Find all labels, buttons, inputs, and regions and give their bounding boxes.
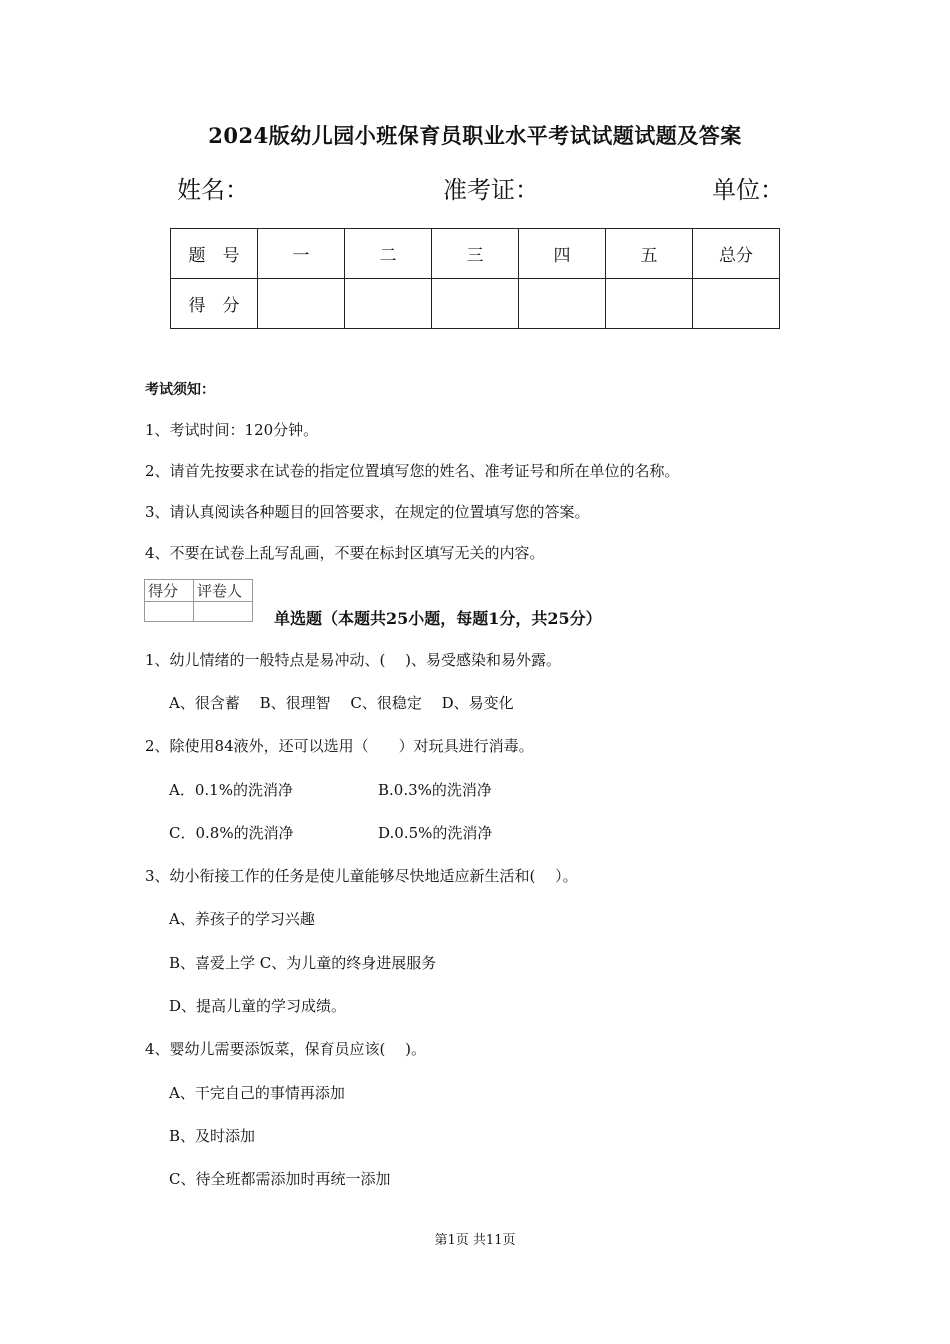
question-3-option-bc: B、喜爱上学 C、为儿童的终身进展服务 [169, 954, 437, 972]
page-footer: 第1页 共11页 [434, 1233, 516, 1248]
document-title: 2024版幼儿园小班保育员职业水平考试试题试题及答案 [208, 123, 742, 148]
score-entry-cell[interactable] [519, 279, 606, 329]
score-table-cell: 题 号 [171, 229, 258, 279]
name-field-label: 姓名： [177, 176, 249, 204]
score-entry-cell[interactable] [432, 279, 519, 329]
score-table-cell: 得 分 [171, 279, 258, 329]
grader-box [144, 579, 253, 622]
question-2: 2、除使用84液外，还可以选用（ ）对玩具进行消毒。 [145, 737, 534, 755]
notice-item: 4、不要在试卷上乱写乱画，不要在标封区填写无关的内容。 [145, 544, 545, 562]
question-4-option-b: B、及时添加 [169, 1127, 256, 1145]
score-table-cell: 总分 [693, 229, 780, 279]
score-table-cell: 五 [606, 229, 693, 279]
question-1-options: A、很含蓄 B、很理智 C、很稳定 D、易变化 [169, 694, 514, 712]
score-table-cell: 四 [519, 229, 606, 279]
notice-item: 3、请认真阅读各种题目的回答要求，在规定的位置填写您的答案。 [145, 503, 590, 521]
grader-reviewer-cell[interactable] [194, 602, 253, 622]
score-entry-cell[interactable] [693, 279, 780, 329]
question-2-option-d: D.0.5%的洗消净 [378, 824, 493, 842]
grader-reviewer-label: 评卷人 [194, 580, 253, 602]
question-2-option-c: C．0.8%的洗消净 [169, 824, 294, 842]
question-4: 4、婴幼儿需要添饭菜，保育员应该( )。 [145, 1040, 427, 1058]
question-2-option-b: B.0.3%的洗消净 [378, 781, 492, 799]
unit-field-label: 单位： [712, 176, 784, 204]
question-2-option-a: A．0.1%的洗消净 [169, 781, 293, 799]
question-4-option-c: C、待全班都需添加时再统一添加 [169, 1170, 391, 1188]
score-entry-cell[interactable] [345, 279, 432, 329]
score-entry-cell[interactable] [258, 279, 345, 329]
section-title: 单选题（本题共25小题，每题1分，共25分） [274, 609, 602, 628]
grader-score-label: 得分 [145, 580, 194, 602]
question-3-option-d: D、提高儿童的学习成绩。 [169, 997, 347, 1015]
question-3-option-a: A、养孩子的学习兴趣 [169, 910, 315, 928]
score-entry-cell[interactable] [606, 279, 693, 329]
question-1: 1、幼儿情绪的一般特点是易冲动、( )、易受感染和易外露。 [145, 651, 562, 669]
grader-score-cell[interactable] [145, 602, 194, 622]
score-table-cell: 二 [345, 229, 432, 279]
score-table-score-row [171, 279, 780, 329]
notice-heading: 考试须知： [145, 382, 215, 398]
exam-id-field-label: 准考证： [443, 176, 539, 204]
score-table-cell: 一 [258, 229, 345, 279]
score-table-header-row [171, 229, 780, 279]
question-3: 3、幼小衔接工作的任务是使儿童能够尽快地适应新生活和( ）。 [145, 867, 578, 885]
notice-item: 2、请首先按要求在试卷的指定位置填写您的姓名、准考证号和所在单位的名称。 [145, 462, 680, 480]
score-table [170, 228, 780, 329]
notice-item: 1、考试时间：120分钟。 [145, 421, 319, 439]
question-4-option-a: A、干完自己的事情再添加 [169, 1084, 345, 1102]
score-table-cell: 三 [432, 229, 519, 279]
